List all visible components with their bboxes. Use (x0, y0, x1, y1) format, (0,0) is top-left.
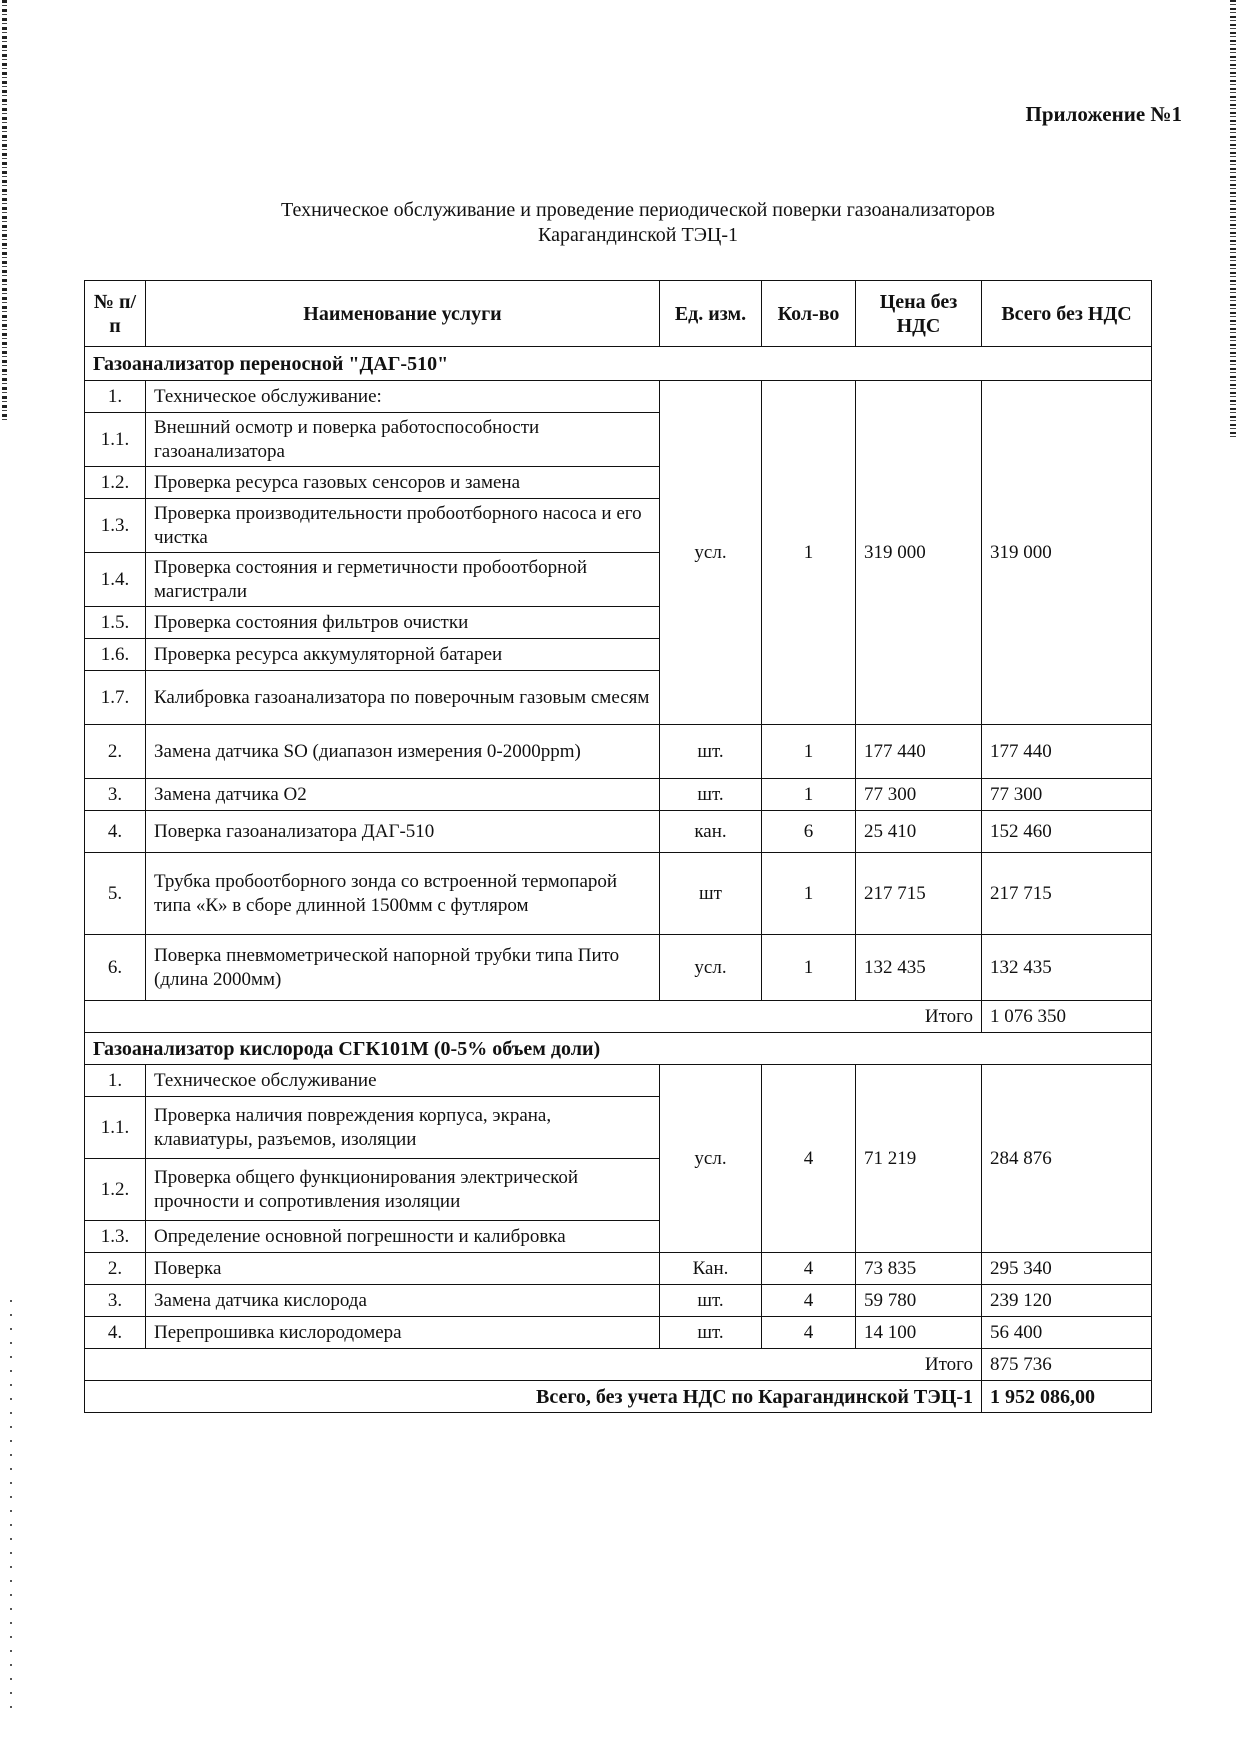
item-row (85, 1253, 1152, 1285)
group-row (85, 1065, 1152, 1097)
item-row (85, 811, 1152, 853)
row-price: 73 835 (856, 1253, 982, 1285)
row-name: Перепрошивка кислородомера (146, 1317, 660, 1349)
grand-total-label: Всего, без учета НДС по Карагандинской ТЭЦ-1 (85, 1381, 982, 1413)
row-unit: шт. (660, 1285, 762, 1317)
row-num: 6. (85, 935, 146, 1001)
services-table (84, 280, 1152, 1413)
item-row (85, 935, 1152, 1001)
row-name: Определение основной погрешности и калибровка (146, 1221, 660, 1253)
row-total: 177 440 (982, 725, 1152, 779)
group-row (85, 381, 1152, 413)
header-price: Цена без НДС (856, 281, 982, 347)
row-qty: 1 (762, 779, 856, 811)
group-total: 319 000 (982, 381, 1152, 725)
document-title (168, 198, 1108, 248)
row-name: Техническое обслуживание (146, 1065, 660, 1097)
item-row (85, 725, 1152, 779)
group-qty: 4 (762, 1065, 856, 1253)
row-num: 4. (85, 811, 146, 853)
grand-total-row (85, 1381, 1152, 1413)
row-name: Проверка ресурса газовых сенсоров и замена (146, 467, 660, 499)
section1-title-row (85, 347, 1152, 381)
group-unit: усл. (660, 381, 762, 725)
row-name: Поверка газоанализатора ДАГ-510 (146, 811, 660, 853)
row-total: 132 435 (982, 935, 1152, 1001)
row-num: 1. (85, 381, 146, 413)
scan-artifact-left-lower (10, 1300, 12, 1720)
row-qty: 1 (762, 853, 856, 935)
row-name: Проверка наличия повреждения корпуса, экрана, клавиатуры, разъемов, изоляции (146, 1097, 660, 1159)
subtotal-row (85, 1001, 1152, 1033)
row-name: Проверка состояния и герметичности пробоотборной магистрали (146, 553, 660, 607)
row-num: 1. (85, 1065, 146, 1097)
row-name: Калибровка газоанализатора по поверочным газовым смесям (146, 671, 660, 725)
row-price: 177 440 (856, 725, 982, 779)
row-num: 1.5. (85, 607, 146, 639)
row-num: 1.7. (85, 671, 146, 725)
row-name: Техническое обслуживание: (146, 381, 660, 413)
scan-artifact-left (2, 0, 7, 420)
appendix-label: Приложение №1 (1025, 102, 1182, 126)
row-num: 1.2. (85, 1159, 146, 1221)
scan-artifact-right (1230, 0, 1236, 440)
row-total: 239 120 (982, 1285, 1152, 1317)
row-num: 1.3. (85, 499, 146, 553)
row-unit: шт. (660, 779, 762, 811)
row-num: 4. (85, 1317, 146, 1349)
row-name: Проверка ресурса аккумуляторной батареи (146, 639, 660, 671)
row-total: 77 300 (982, 779, 1152, 811)
row-qty: 1 (762, 935, 856, 1001)
row-price: 14 100 (856, 1317, 982, 1349)
row-num: 1.4. (85, 553, 146, 607)
row-name: Замена датчика О2 (146, 779, 660, 811)
row-qty: 4 (762, 1285, 856, 1317)
row-unit: кан. (660, 811, 762, 853)
row-unit: усл. (660, 935, 762, 1001)
header-num: № п/п (85, 281, 146, 347)
row-price: 25 410 (856, 811, 982, 853)
row-num: 3. (85, 779, 146, 811)
subtotal-label: Итого (85, 1349, 982, 1381)
row-total: 56 400 (982, 1317, 1152, 1349)
row-qty: 1 (762, 725, 856, 779)
item-row (85, 1317, 1152, 1349)
header-qty: Кол-во (762, 281, 856, 347)
row-num: 1.3. (85, 1221, 146, 1253)
header-name: Наименование услуги (146, 281, 660, 347)
row-num: 2. (85, 725, 146, 779)
row-num: 1.1. (85, 413, 146, 467)
row-qty: 4 (762, 1253, 856, 1285)
row-num: 2. (85, 1253, 146, 1285)
row-num: 3. (85, 1285, 146, 1317)
item-row (85, 779, 1152, 811)
row-name: Поверка пневмометрической напорной трубки типа Пито (длина 2000мм) (146, 935, 660, 1001)
group-price: 319 000 (856, 381, 982, 725)
row-unit: шт. (660, 725, 762, 779)
group-total: 284 876 (982, 1065, 1152, 1253)
header-total: Всего без НДС (982, 281, 1152, 347)
section2-title: Газоанализатор кислорода СГК101М (0-5% объем доли) (85, 1033, 1152, 1065)
document-title-line1: Техническое обслуживание и проведение периодической поверки газоанализаторов (281, 199, 995, 221)
row-name: Трубка пробоотборного зонда со встроенной термопарой типа «К» в сборе длинной 1500мм с футляром (146, 853, 660, 935)
subtotal-value: 875 736 (982, 1349, 1152, 1381)
section1-title: Газоанализатор переносной "ДАГ-510" (85, 347, 1152, 381)
group-qty: 1 (762, 381, 856, 725)
row-unit: шт (660, 853, 762, 935)
row-total: 295 340 (982, 1253, 1152, 1285)
row-name: Проверка производительности пробоотборного насоса и его чистка (146, 499, 660, 553)
subtotal-label: Итого (85, 1001, 982, 1033)
group-unit: усл. (660, 1065, 762, 1253)
row-price: 217 715 (856, 853, 982, 935)
row-unit: шт. (660, 1317, 762, 1349)
header-unit: Ед. изм. (660, 281, 762, 347)
row-name: Проверка общего функционирования электрической прочности и сопротивления изоляции (146, 1159, 660, 1221)
group-price: 71 219 (856, 1065, 982, 1253)
row-total: 152 460 (982, 811, 1152, 853)
row-price: 132 435 (856, 935, 982, 1001)
row-num: 1.6. (85, 639, 146, 671)
item-row (85, 853, 1152, 935)
section2-title-row (85, 1033, 1152, 1065)
row-name: Поверка (146, 1253, 660, 1285)
row-name: Замена датчика кислорода (146, 1285, 660, 1317)
header-row (85, 281, 1152, 347)
row-name: Внешний осмотр и поверка работоспособности газоанализатора (146, 413, 660, 467)
row-num: 1.1. (85, 1097, 146, 1159)
row-price: 77 300 (856, 779, 982, 811)
row-unit: Кан. (660, 1253, 762, 1285)
row-name: Проверка состояния фильтров очистки (146, 607, 660, 639)
subtotal-value: 1 076 350 (982, 1001, 1152, 1033)
document-title-line2: Карагандинской ТЭЦ-1 (538, 224, 738, 246)
row-name: Замена датчика SO (диапазон измерения 0-2000ppm) (146, 725, 660, 779)
item-row (85, 1285, 1152, 1317)
row-qty: 6 (762, 811, 856, 853)
row-num: 5. (85, 853, 146, 935)
row-qty: 4 (762, 1317, 856, 1349)
grand-total-value: 1 952 086,00 (982, 1381, 1152, 1413)
row-num: 1.2. (85, 467, 146, 499)
row-total: 217 715 (982, 853, 1152, 935)
row-price: 59 780 (856, 1285, 982, 1317)
subtotal-row (85, 1349, 1152, 1381)
